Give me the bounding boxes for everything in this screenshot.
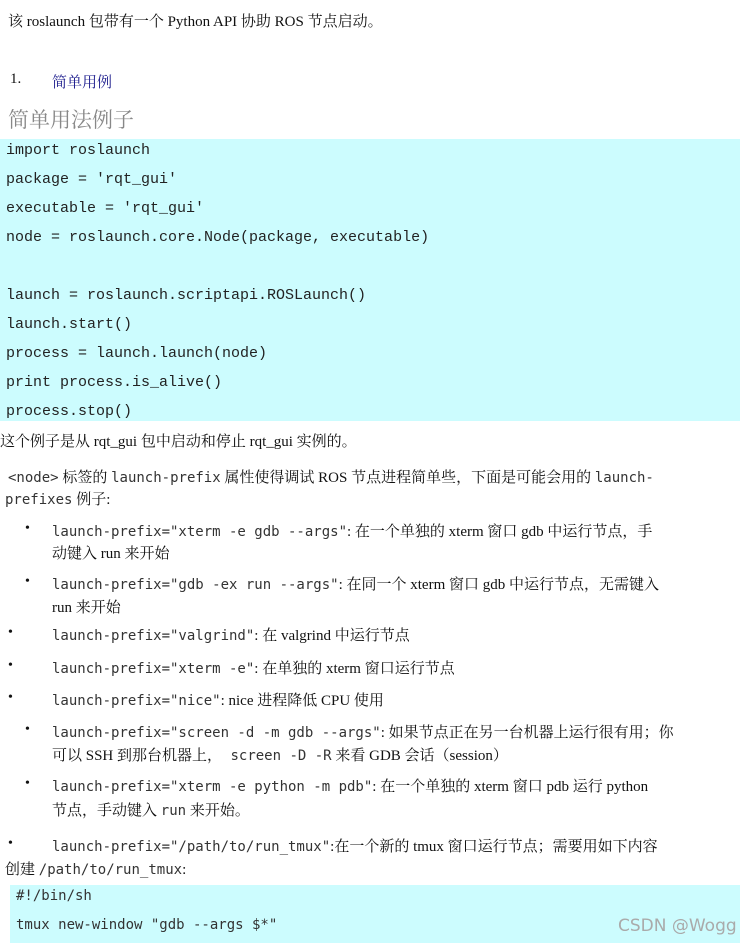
text: : 在 valgrind 中运行节点 (254, 628, 410, 644)
code-line: print process.is_alive() (6, 374, 223, 391)
code-line: package = 'rqt_gui' (6, 171, 178, 188)
list-item-cont (52, 542, 170, 563)
text: 来开始。 (186, 803, 250, 819)
intro-text: 该 roslaunch 包带有一个 Python API 协助 ROS 节点启动。 (8, 14, 383, 30)
list-item-cont (52, 596, 121, 617)
list-item (52, 624, 410, 645)
bullet-icon: • (25, 521, 30, 536)
inline-code: <node> (8, 470, 59, 486)
text: : 在单独的 xterm 窗口运行节点 (254, 661, 455, 677)
code-block-python (0, 139, 740, 421)
text: run 来开始 (52, 600, 121, 616)
inline-code: launch-prefix="/path/to/run_tmux" (52, 839, 331, 855)
inline-code: run (160, 803, 187, 819)
subtitle: 简单用法例子 (8, 108, 134, 132)
text: : 在一个单独的 xterm 窗口 pdb 运行 python (372, 779, 649, 795)
bullet-icon: • (8, 690, 13, 705)
text: : 如果节点正在另一台机器上运行很有用；你 (380, 725, 674, 741)
text: 来看 GDB 会话（session） (331, 748, 508, 764)
list-item-cont (5, 858, 186, 879)
code-line: launch.start() (6, 316, 133, 333)
prefix-paragraph-cont (5, 488, 110, 509)
inline-code: launch-prefix (111, 470, 221, 486)
text: : 在一个单独的 xterm 窗口 gdb 中运行节点，手 (347, 524, 653, 540)
list-item (52, 573, 659, 594)
inline-code: /path/to/run_tmux (38, 862, 183, 878)
text: 可以 SSH 到那台机器上， (52, 748, 223, 764)
list-item (52, 721, 674, 742)
inline-code: launch-prefix="xterm -e python -m pdb" (52, 779, 373, 795)
text: 属性使得调试 ROS 节点进程简单些，下面是可能会用的 (220, 470, 595, 486)
bullet-icon: • (8, 625, 13, 640)
bullet-icon: • (25, 574, 30, 589)
watermark: CSDN @Wogg (618, 916, 737, 936)
code-line: executable = 'rqt_gui' (6, 200, 205, 217)
bullet-icon: • (8, 836, 13, 851)
code-line: #!/bin/sh (16, 888, 92, 904)
inline-code: launch-prefix="gdb -ex run --args" (52, 577, 339, 593)
code-line: import roslaunch (6, 142, 151, 159)
inline-code: launch-prefix="valgrind" (52, 628, 255, 644)
inline-code: launch- (594, 470, 654, 486)
inline-code: launch-prefix="xterm -e" (52, 661, 255, 677)
list-item-cont (52, 744, 508, 765)
after-code-text: 这个例子是从 rqt_gui 包中启动和停止 rqt_gui 实例的。 (0, 434, 357, 450)
text: :在一个新的 tmux 窗口运行节点；需要用如下内容 (330, 839, 658, 855)
text: 动键入 run 来开始 (52, 546, 170, 562)
inline-code: launch-prefix="screen -d -m gdb --args" (52, 725, 381, 741)
list-item (52, 689, 384, 710)
list-item (52, 520, 652, 541)
text: 例子: (72, 492, 111, 508)
bullet-icon: • (25, 776, 30, 791)
list-item (52, 835, 658, 856)
text: 创建 (5, 862, 39, 878)
code-line: tmux new-window "gdb --args $*" (16, 917, 278, 933)
text: : nice 进程降低 CPU 使用 (220, 693, 384, 709)
text: : (182, 862, 187, 878)
code-line: process = launch.launch(node) (6, 345, 268, 362)
list-item (52, 657, 455, 678)
text: : 在同一个 xterm 窗口 gdb 中运行节点，无需键入 (338, 577, 659, 593)
code-line: process.stop() (6, 403, 133, 420)
code-line: node = roslaunch.core.Node(package, executable) (6, 229, 430, 246)
prefix-paragraph (8, 466, 654, 487)
bullet-icon: • (8, 658, 13, 673)
code-line: launch = roslaunch.scriptapi.ROSLaunch() (6, 287, 367, 304)
section-title[interactable]: 简单用例 (52, 75, 113, 91)
list-item-cont (52, 799, 250, 820)
list-item (52, 775, 648, 796)
section-number: 1. (10, 71, 22, 87)
inline-code: launch-prefix="xterm -e gdb --args" (52, 524, 348, 540)
text: 节点，手动键入 (52, 803, 161, 819)
bullet-icon: • (25, 722, 30, 737)
inline-code: screen -D -R (222, 748, 332, 764)
text: 标签的 (58, 470, 112, 486)
inline-code: launch-prefix="nice" (52, 693, 221, 709)
inline-code: prefixes (5, 492, 73, 508)
